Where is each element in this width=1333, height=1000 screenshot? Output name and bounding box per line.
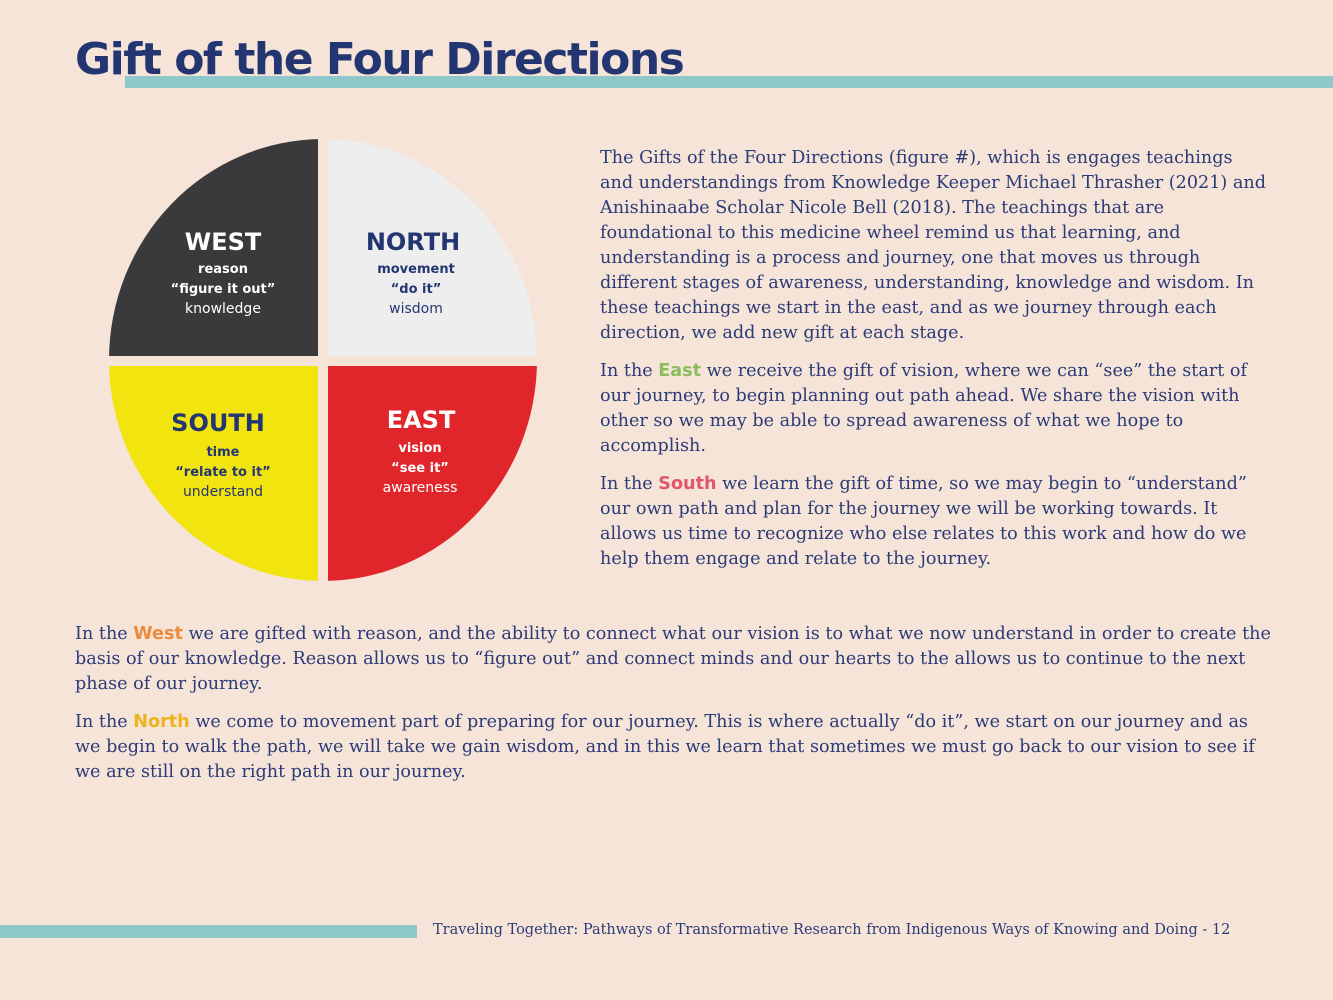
medicine-wheel — [108, 138, 538, 582]
west-paragraph — [75, 622, 1275, 697]
north-paragraph — [75, 710, 1275, 785]
north-lead: In the — [75, 712, 128, 732]
east-keyword: East — [658, 361, 702, 381]
south-keyword: South — [658, 474, 717, 494]
south-lead: In the — [600, 474, 653, 494]
west-phrase: “figure it out” — [170, 282, 276, 297]
north-phrase: “do it” — [390, 282, 442, 297]
south-learning: understand — [182, 484, 264, 500]
page-title: Gift of the Four Directions — [75, 34, 684, 85]
footer-rule — [0, 925, 417, 938]
south-gift: time — [206, 445, 240, 460]
east-text: we receive the gift of vision, where we can “see” the start of our journey, to begin planning out path ahead. We share the vision with other so we may be able to spread awareness of what we hope to accomplish. — [600, 361, 1248, 456]
east-gift: vision — [398, 441, 442, 456]
west-label: WEST — [184, 228, 262, 256]
east-label: EAST — [386, 406, 456, 434]
west-keyword: West — [133, 624, 183, 644]
west-learning: knowledge — [185, 301, 261, 317]
north-learning: wisdom — [389, 301, 443, 317]
right-column — [600, 146, 1270, 585]
intro-paragraph: The Gifts of the Four Directions (figure #), which is engages teachings and understandings from Knowledge Keeper Michael Thrasher (2021) and Anishinaabe Scholar Nicole Bell (2018). The teachings that are foundational to this medicine wheel remind us that learning, and understanding is a process and journey, one that moves us through different stages of awareness, understanding, knowledge and wisdom. In these teachings we start in the east, and as we journey through each direction, we add new gift at each stage. — [600, 148, 1266, 343]
footer-text: Traveling Together: Pathways of Transformative Research from Indigenous Ways of Knowing and Doing - 12 — [433, 922, 1231, 938]
east-lead: In the — [600, 361, 653, 381]
south-phrase: “relate to it” — [175, 465, 271, 480]
north-gift: movement — [377, 262, 455, 277]
north-text: we come to movement part of preparing for our journey. This is where actually “do it”, we start on our journey and as we begin to walk the path, we will take we gain wisdom, and in this we learn that sometimes we must go back to our vision to see if we are still on the right path in our journey. — [75, 712, 1255, 782]
east-phrase: “see it” — [391, 461, 449, 476]
west-lead: In the — [75, 624, 128, 644]
south-paragraph — [600, 472, 1270, 572]
north-keyword: North — [133, 712, 190, 732]
west-gift: reason — [198, 262, 248, 277]
west-text: we are gifted with reason, and the ability to connect what our vision is to what we now understand in order to create the basis of our knowledge. Reason allows us to “figure out” and connect minds and our hearts to the allows us to continue to the next phase of our journey. — [75, 624, 1271, 694]
south-text: we learn the gift of time, so we may begin to “understand” our own path and plan for the journey we will be working towards. It allows us time to recognize who else relates to this work and how do we help them engage and relate to the journey. — [600, 474, 1247, 569]
south-label: SOUTH — [171, 409, 265, 437]
north-label: NORTH — [365, 228, 461, 256]
east-learning: awareness — [382, 480, 458, 496]
east-paragraph — [600, 359, 1270, 459]
bottom-section — [75, 622, 1275, 798]
